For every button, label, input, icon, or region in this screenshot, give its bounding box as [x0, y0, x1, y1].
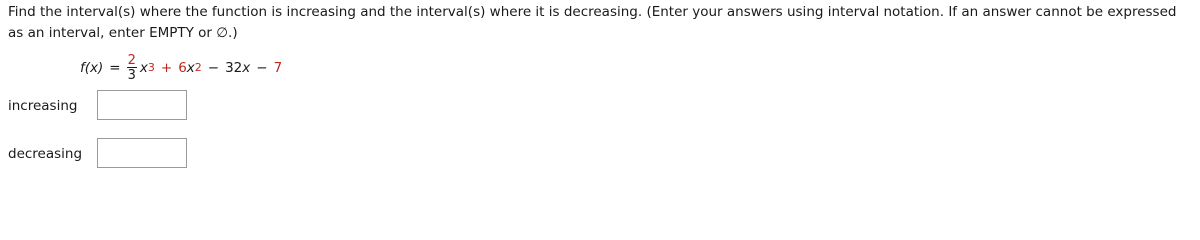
increasing-answer-input[interactable] — [97, 90, 187, 120]
fraction-denominator: 3 — [127, 68, 136, 83]
term2-variable: x — [186, 60, 195, 76]
fraction-numerator: 2 — [127, 53, 136, 68]
function-equation: f(x) = $\frac{2}{3}$ x 3 + 6 x 2 − 32 x − 7 — [80, 53, 283, 83]
term3-variable: x — [242, 60, 251, 76]
coefficient-fraction — [127, 54, 137, 82]
term1-variable: x — [139, 60, 148, 76]
minus-operator-1: − — [207, 60, 220, 76]
decreasing-answer-input[interactable] — [97, 138, 187, 168]
minus-operator-2: − — [256, 60, 268, 76]
function-name: f(x) — [80, 60, 104, 76]
decreasing-label: decreasing — [8, 146, 83, 162]
equals-sign: = — [109, 60, 121, 76]
term3-coefficient: 32 — [225, 60, 243, 76]
term2-coefficient: 6 — [178, 60, 187, 76]
constant-term: 7 — [273, 60, 283, 76]
increasing-label: increasing — [8, 98, 78, 114]
plus-operator: + — [160, 60, 173, 76]
question-instructions: Find the interval(s) where the function is increasing and the interval(s) where it is decreasing. (Enter your answers using interval notation. If an answer cannot be expressed as an interval, enter EMPTY or ∅.) — [8, 4, 1177, 41]
